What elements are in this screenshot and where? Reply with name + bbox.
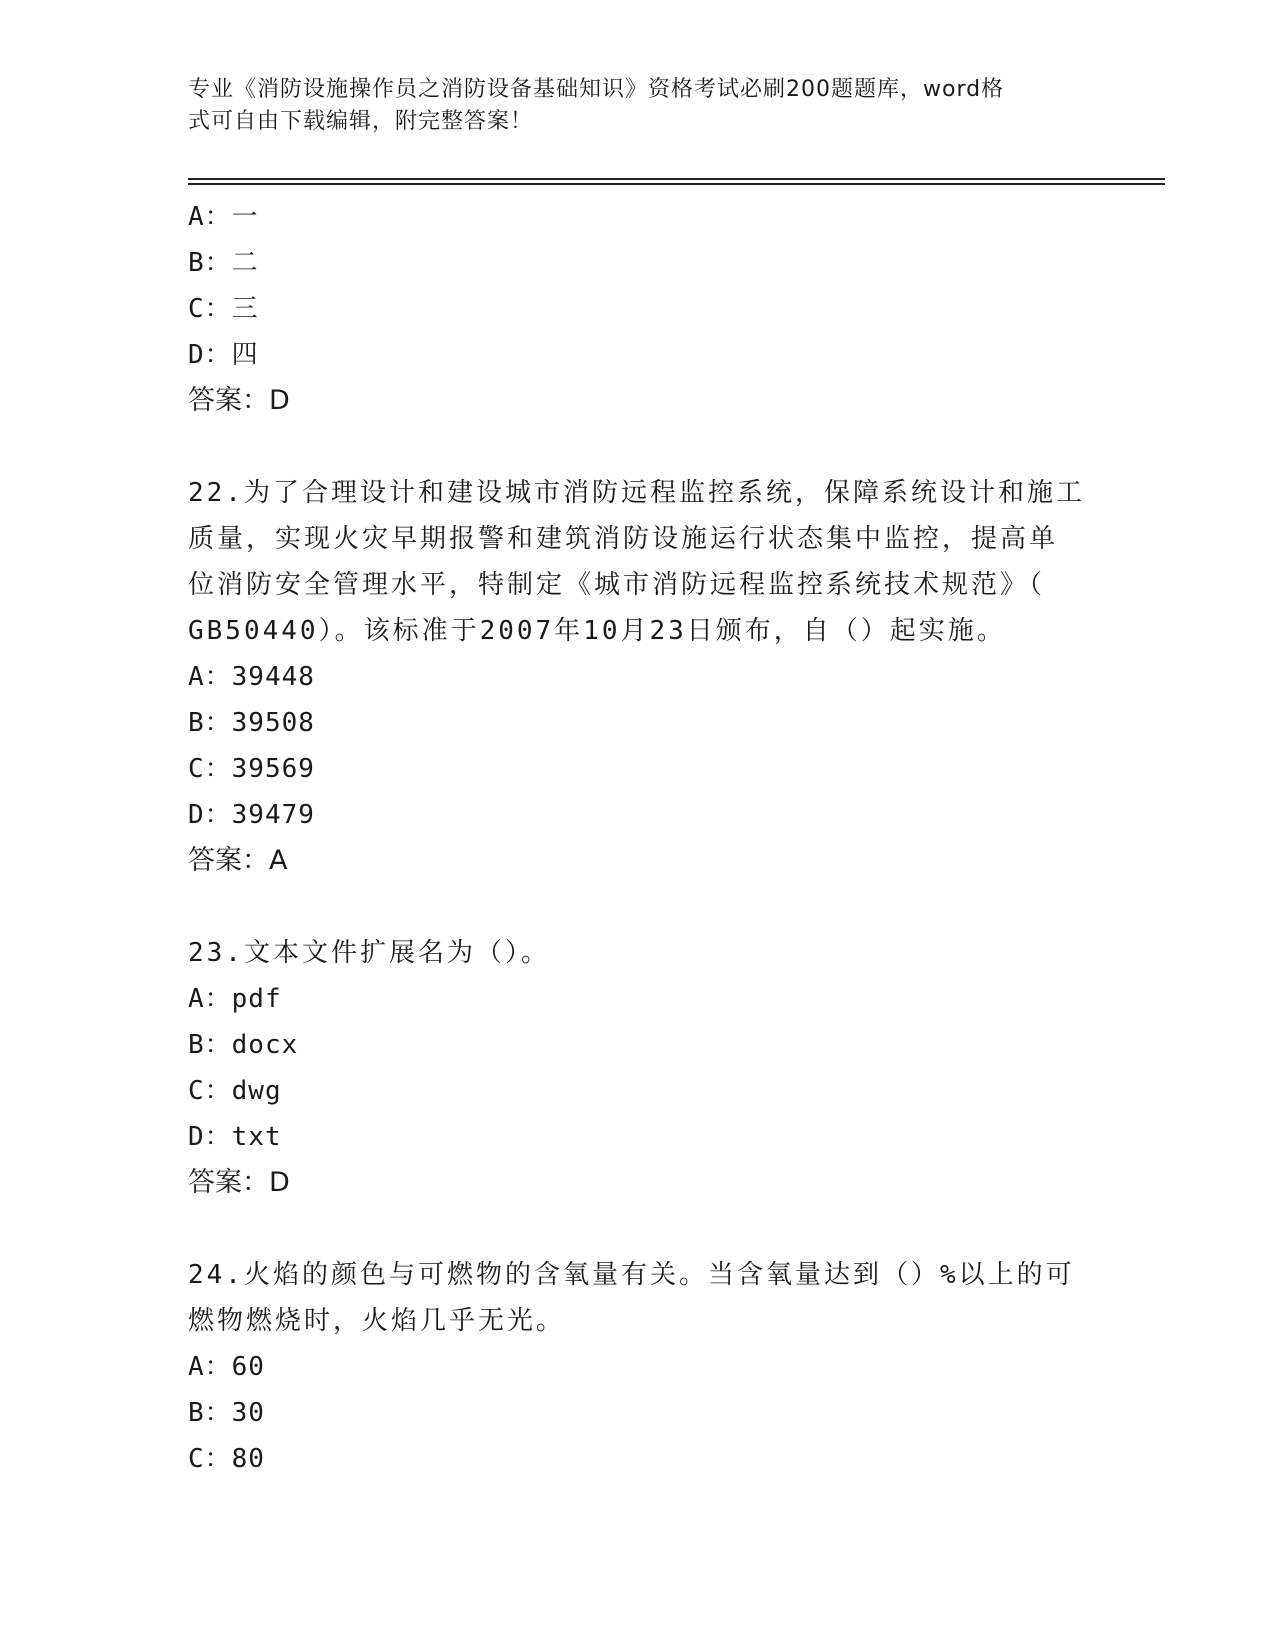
question-line: 位消防安全管理水平，特制定《城市消防远程监控系统技术规范》（ (188, 570, 1046, 600)
question-line: 22.为了合理设计和建设城市消防远程监控系统，保障系统设计和施工 (188, 478, 1085, 508)
answer: 答案：A (188, 845, 288, 876)
header-divider-top (188, 178, 1165, 180)
option-c: C：80 (188, 1444, 265, 1474)
question-23 (188, 930, 1088, 1206)
option-a: A：39448 (188, 662, 315, 692)
answer: 答案：D (188, 385, 290, 416)
question-text (188, 470, 1088, 654)
question-text (188, 930, 1088, 976)
question-list (188, 194, 1088, 1482)
option-d: D：四 (188, 340, 259, 370)
question-22 (188, 470, 1088, 884)
question-text (188, 1252, 1088, 1344)
question-21 (188, 194, 1088, 424)
document-header (188, 74, 1088, 138)
option-a: A：60 (188, 1352, 265, 1382)
option-b: B：39508 (188, 708, 315, 738)
header-divider-bottom (188, 183, 1165, 185)
question-line: 23.文本文件扩展名为（）。 (188, 938, 550, 968)
option-b: B：二 (188, 248, 259, 278)
header-line-1: 专业《消防设施操作员之消防设备基础知识》资格考试必刷200题题库，word格 (188, 77, 1005, 102)
header-line-2: 式可自由下载编辑，附完整答案！ (188, 109, 534, 134)
question-line: 质量，实现火灾早期报警和建筑消防设施运行状态集中监控，提高单 (188, 524, 1059, 554)
option-d: D：txt (188, 1122, 282, 1152)
answer: 答案：D (188, 1167, 290, 1198)
question-line: 燃物燃烧时，火焰几乎无光。 (188, 1306, 566, 1336)
option-b: B：docx (188, 1030, 299, 1060)
option-b: B：30 (188, 1398, 265, 1428)
question-line: GB50440）。该标准于2007年10月23日颁布，自（）起实施。 (188, 616, 1006, 646)
question-24 (188, 1252, 1088, 1482)
option-a: A：一 (188, 202, 259, 232)
option-d: D：39479 (188, 800, 315, 830)
option-c: C：39569 (188, 754, 315, 784)
option-c: C：三 (188, 294, 259, 324)
question-line: 24.火焰的颜色与可燃物的含氧量有关。当含氧量达到（）%以上的可 (188, 1260, 1075, 1290)
option-a: A：pdf (188, 984, 282, 1014)
option-c: C：dwg (188, 1076, 282, 1106)
